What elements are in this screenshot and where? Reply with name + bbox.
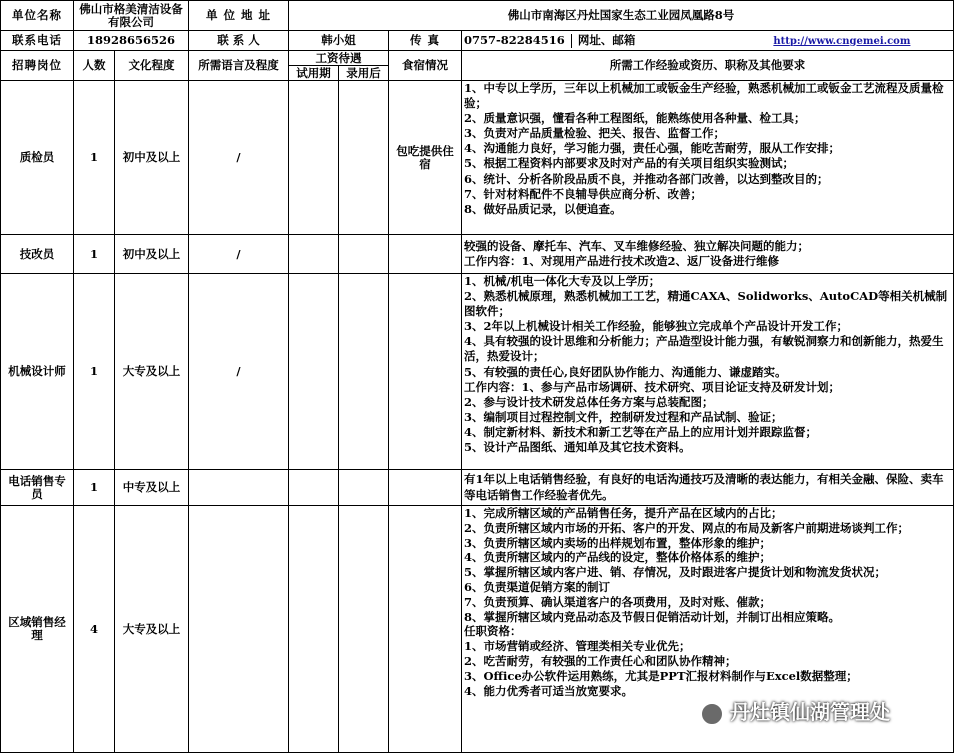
req-line: 2、吃苦耐劳，有较强的工作责任心和团队协作精神； [464, 653, 737, 668]
language-cell: / [189, 81, 289, 235]
col-board: 食宿情况 [389, 51, 462, 81]
language-cell: / [189, 274, 289, 470]
req-line: 4、制定新材料、新技术和新工艺等在产品上的应用计划并跟踪监督； [464, 424, 817, 439]
web-label: 网址、邮箱 [577, 32, 636, 47]
contact-person-label: 联 系 人 [189, 31, 289, 51]
contact-person-value: 韩小姐 [289, 31, 389, 51]
position-cell: 质检员 [1, 81, 74, 235]
req-line: 2、熟悉机械原理，熟悉机械加工工艺，精通CAXA、Solidworks、AutoCAD等相关机械制图软件； [464, 289, 948, 319]
count-cell: 1 [74, 81, 115, 235]
board-cell [389, 506, 462, 753]
education-cell: 大专及以上 [115, 506, 189, 753]
hired-cell [339, 470, 389, 506]
fax-label: 传 真 [389, 31, 462, 51]
count-cell: 1 [74, 470, 115, 506]
col-salary: 工资待遇 [289, 51, 389, 66]
req-line: 3、负责所辖区域内卖场的出样规划布置，整体形象的维护； [464, 535, 771, 550]
req-line: 1、市场营销或经济、管理类相关专业优先； [464, 639, 691, 654]
req-line: 7、针对材料配件不良辅导供应商分析、改善； [464, 186, 702, 201]
col-probation: 试用期 [289, 66, 339, 81]
education-cell: 初中及以上 [115, 235, 189, 274]
hired-cell [339, 81, 389, 235]
req-line: 5、掌握所辖区域内客户进、销、存情况，及时跟进客户提货计划和物流发货状况； [464, 565, 886, 580]
req-line: 1、完成所辖区域的产品销售任务，提升产品在区域内的占比； [464, 506, 783, 520]
fax-web-cell [462, 31, 954, 51]
col-hired: 录用后 [339, 66, 389, 81]
contact-row [1, 31, 954, 51]
table-row [1, 235, 954, 274]
req-line: 5、根据工程资料内部要求及时对产品的有关项目组织实验测试； [464, 156, 794, 171]
probation-cell [289, 470, 339, 506]
req-line: 2、负责所辖区域内市场的开拓、客户的开发、网点的布局及新客户前期进场谈判工作； [464, 520, 909, 535]
unit-name-label: 单位名称 [1, 1, 74, 31]
col-language: 所需语言及程度 [189, 51, 289, 81]
language-cell [189, 506, 289, 753]
probation-cell [289, 81, 339, 235]
watermark [700, 696, 950, 726]
col-count: 人数 [74, 51, 115, 81]
language-cell: / [189, 235, 289, 274]
req-line: 5、设计产品图纸、通知单及其它技术资料。 [464, 440, 691, 455]
count-cell: 4 [74, 506, 115, 753]
req-line: 3、负责对产品质量检验、把关、报告、监督工作； [464, 126, 725, 141]
probation-cell [289, 506, 339, 753]
requirements-cell [462, 274, 954, 470]
hired-cell [339, 506, 389, 753]
position-cell: 技改员 [1, 235, 74, 274]
req-line: 任职资格： [464, 624, 522, 639]
requirements-cell [462, 235, 954, 274]
column-header-row-1 [1, 51, 954, 66]
fax-value: 0757-82284516 [464, 32, 565, 47]
probation-cell [289, 235, 339, 274]
board-cell [389, 235, 462, 274]
col-requirements: 所需工作经验或资历、职称及其他要求 [462, 51, 954, 81]
req-line: 3、Office办公软件运用熟练，尤其是PPT汇报材料制作与Excel数据整理； [464, 668, 858, 683]
count-cell: 1 [74, 235, 115, 274]
req-line: 4、能力优秀者可适当放宽要求。 [464, 683, 633, 698]
position-cell: 电话销售专员 [1, 470, 74, 506]
requirements-cell [462, 81, 954, 235]
unit-address-label: 单 位 地 址 [189, 1, 289, 31]
req-line: 3、2年以上机械设计相关工作经验，能够独立完成单个产品设计开发工作； [464, 319, 848, 334]
req-line: 8、做好品质记录，以便追查。 [464, 201, 622, 216]
phone-label: 联系电话 [1, 31, 74, 51]
table-row [1, 81, 954, 235]
board-cell: 包吃提供住宿 [389, 81, 462, 235]
req-line: 4、具有较强的设计思维和分析能力；产品造型设计能力强，有敏锐洞察力和创新能力，热爱生活，热爱设计； [464, 334, 944, 364]
education-cell: 中专及以上 [115, 470, 189, 506]
unit-address-value: 佛山市南海区丹灶国家生态工业园凤凰路8号 [289, 1, 954, 31]
education-cell: 大专及以上 [115, 274, 189, 470]
watermark-text: 丹灶镇仙湖管理处 [730, 700, 890, 724]
probation-cell [289, 274, 339, 470]
req-line: 5、有较强的责任心,良好团队协作能力、沟通能力、谦虚踏实。 [464, 364, 787, 379]
col-position: 招聘岗位 [1, 51, 74, 81]
req-line: 6、统计、分析各阶段品质不良，并推动各部门改善，以达到整改目的； [464, 171, 829, 186]
website-link[interactable]: http://www.cngemei.com [773, 35, 911, 47]
col-education: 文化程度 [115, 51, 189, 81]
position-cell: 区域销售经理 [1, 506, 74, 753]
board-cell [389, 274, 462, 470]
wechat-logo-icon [700, 702, 724, 726]
unit-name-value: 佛山市格美清洁设备有限公司 [74, 1, 189, 31]
req-line: 2、参与设计技术研发总体任务方案与总装配图； [464, 394, 714, 409]
table-row [1, 274, 954, 470]
position-cell: 机械设计师 [1, 274, 74, 470]
requirements-cell [462, 470, 954, 506]
hired-cell [339, 274, 389, 470]
language-cell [189, 470, 289, 506]
req-line: 1、中专以上学历，三年以上机械加工或钣金生产经验，熟悉机械加工或钣金工艺流程及质量检验； [464, 81, 944, 111]
req-line: 3、编制项目过程控制文件，控制研发过程和产品试制、验证； [464, 409, 783, 424]
req-line: 4、负责所辖区域内的产品线的设定，整体价格体系的维护； [464, 550, 771, 565]
req-line: 2、质量意识强，懂看各种工程图纸，能熟练使用各种量、检工具； [464, 111, 806, 126]
hired-cell [339, 235, 389, 274]
req-line: 工作内容：1、参与产品市场调研、技术研究、项目论证支持及研发计划； [464, 379, 840, 394]
count-cell: 1 [74, 274, 115, 470]
req-line: 7、负责预算、确认渠道客户的各项费用，及时对账、催款； [464, 594, 771, 609]
req-line: 工作内容：1、对现用产品进行技术改造2、返厂设备进行维修 [464, 254, 780, 268]
req-line: 4、沟通能力良好，学习能力强，责任心强，能吃苦耐劳，服从工作安排； [464, 141, 840, 156]
req-line: 8、掌握所辖区域内竞品动态及节假日促销活动计划，并制订出相应策略。 [464, 609, 840, 624]
education-cell: 初中及以上 [115, 81, 189, 235]
phone-value: 18928656526 [74, 31, 189, 51]
req-line: 较强的设备、摩托车、汽车、叉车维修经验、独立解决问题的能力； [464, 238, 809, 253]
board-cell [389, 470, 462, 506]
req-line: 有1年以上电话销售经验，有良好的电话沟通技巧及清晰的表达能力，有相关金融、保险、卖车等电话销售工作经验者优先。 [464, 472, 944, 502]
unit-row [1, 1, 954, 31]
req-line: 6、负责渠道促销方案的制订 [464, 579, 611, 594]
table-row [1, 470, 954, 506]
req-line: 1、机械/机电一体化大专及以上学历； [464, 274, 661, 288]
